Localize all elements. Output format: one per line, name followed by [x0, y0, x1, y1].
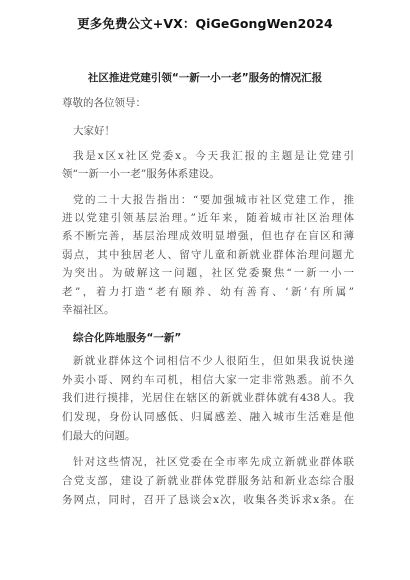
paragraph-line: 老”，着力打造“老有颐养、幼有善育、‘新’有所属” [62, 286, 354, 298]
paragraph-line: 新就业群体这个词相信不少人很陌生，但如果我说快递 [73, 355, 354, 367]
paragraph-line: 系不断完善，基层治理成效明显增强，但也存在盲区和薄 [62, 230, 354, 242]
greeting: 大家好！ [73, 125, 115, 137]
salutation: 尊敬的各位领导： [62, 97, 146, 109]
paragraph-line: 为突出。为破解这一问题，社区党委聚焦“一新一小一 [62, 267, 354, 279]
paragraph-line: 领“一新一小一老”服务体系建设。 [62, 168, 220, 180]
paragraph-line: 党的二十大报告指出：“要加强城市社区党建工作，推 [73, 194, 354, 206]
paragraph-line: 针对这些情况，社区党委在全市率先成立新就业群体联 [73, 456, 354, 468]
paragraph-line: 弱点，其中独居老人、留守儿童和新就业群体治理问题尤 [62, 249, 354, 261]
paragraph-line: 幸福社区。 [62, 304, 115, 316]
section-heading: 综合化阵地服务“一新” [73, 332, 182, 344]
watermark-banner: 更多免费公文+VX：QiGeGongWen2024 [77, 16, 333, 31]
paragraph-line: 们发现，身份认同感低、归属感差、融入城市生活难是他 [62, 411, 354, 423]
paragraph-line: 们最大的问题。 [62, 430, 136, 442]
paragraph-line: 进以党建引领基层治理。”近年来，随着城市社区治理体 [62, 212, 354, 224]
paragraph-line: 我是x区x社区党委x。今天我汇报的主题是让党建引 [73, 150, 354, 162]
paragraph-line: 合党支部，建设了新就业群体党群服务站和新业态综合服 [62, 475, 354, 487]
document-title: 社区推进党建引领“一新一小一老”服务的情况汇报 [87, 72, 323, 84]
paragraph-line: 我们进行摸排，光居住在辖区的新就业群体就有438人。我 [62, 392, 354, 404]
paragraph-line: 外卖小哥、网约车司机，相信大家一定非常熟悉。前不久 [62, 374, 354, 386]
paragraph-line: 务网点，同时，召开了恳谈会x次，收集各类诉求x条。在 [62, 494, 354, 506]
